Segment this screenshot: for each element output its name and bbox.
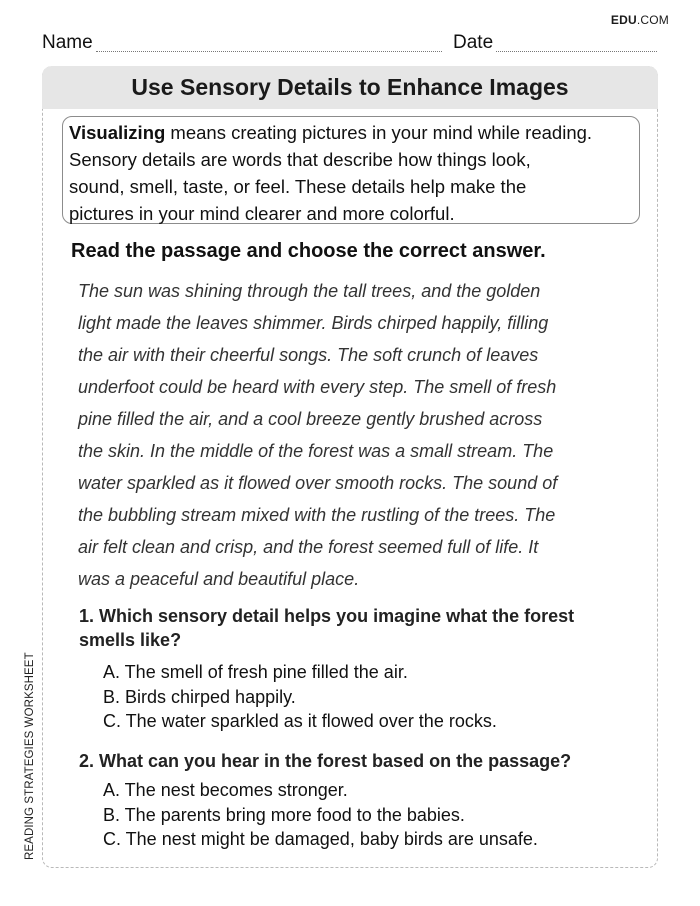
name-line — [96, 51, 442, 52]
reading-passage — [78, 275, 638, 595]
question-2-line-1: 2. What can you hear in the forest based on the passage? — [79, 751, 572, 771]
instruction-heading: Read the passage and choose the correct answer. — [71, 240, 546, 262]
passage-line: the bubbling stream mixed with the rustling of the trees. The — [78, 505, 556, 525]
answer-option[interactable]: B. The parents bring more food to the babies. — [103, 804, 465, 825]
question-1 — [79, 604, 639, 652]
question-2-options — [103, 778, 538, 852]
definition-term: Visualizing — [69, 122, 166, 143]
question-1-line-1: 1. Which sensory detail helps you imagine what the forest — [79, 606, 575, 626]
passage-line: The sun was shining through the tall trees, and the golden — [78, 281, 541, 301]
definition-line-3: sound, smell, taste, or feel. These details help make the — [69, 176, 527, 197]
date-line — [496, 51, 657, 52]
passage-line: water sparkled as it flowed over smooth rocks. The sound of — [78, 473, 558, 493]
logo-bold: EDU — [610, 13, 637, 27]
question-1-options — [103, 660, 497, 734]
passage-line: pine filled the air, and a cool breeze gently brushed across — [78, 409, 543, 429]
name-label: Name — [42, 32, 93, 53]
passage-line: underfoot could be heard with every step. The smell of fresh — [78, 377, 557, 397]
question-1-line-2: smells like? — [79, 630, 182, 650]
worksheet-category-label: READING STRATEGIES WORKSHEET — [24, 652, 36, 860]
worksheet-title: Use Sensory Details to Enhance Images — [42, 66, 658, 109]
definition-line-4: pictures in your mind clearer and more colorful. — [69, 203, 455, 224]
passage-line: the skin. In the middle of the forest was a small stream. The — [78, 441, 554, 461]
logo-regular: .COM — [636, 13, 669, 27]
answer-option[interactable]: C. The water sparkled as it flowed over the rocks. — [103, 711, 497, 731]
name-date-row — [42, 30, 657, 54]
passage-line: was a peaceful and beautiful place. — [78, 569, 360, 589]
date-label: Date — [453, 32, 494, 53]
passage-line: light made the leaves shimmer. Birds chirped happily, filling — [78, 313, 549, 333]
definition-line-1 — [69, 119, 639, 146]
definition-line-1-text: means creating pictures in your mind while reading. — [165, 122, 593, 143]
answer-option[interactable]: A. The nest becomes stronger. — [103, 780, 348, 800]
question-2 — [79, 749, 639, 773]
definition-box — [62, 116, 640, 224]
edu-logo — [611, 13, 669, 27]
answer-option[interactable]: C. The nest might be damaged, baby birds are unsafe. — [103, 829, 538, 849]
answer-option[interactable]: B. Birds chirped happily. — [103, 686, 296, 707]
passage-line: air felt clean and crisp, and the forest seemed full of life. It — [78, 537, 539, 557]
answer-option[interactable]: A. The smell of fresh pine filled the air. — [103, 662, 408, 682]
definition-line-2: Sensory details are words that describe how things look, — [69, 149, 531, 170]
passage-line: the air with their cheerful songs. The soft crunch of leaves — [78, 345, 539, 365]
